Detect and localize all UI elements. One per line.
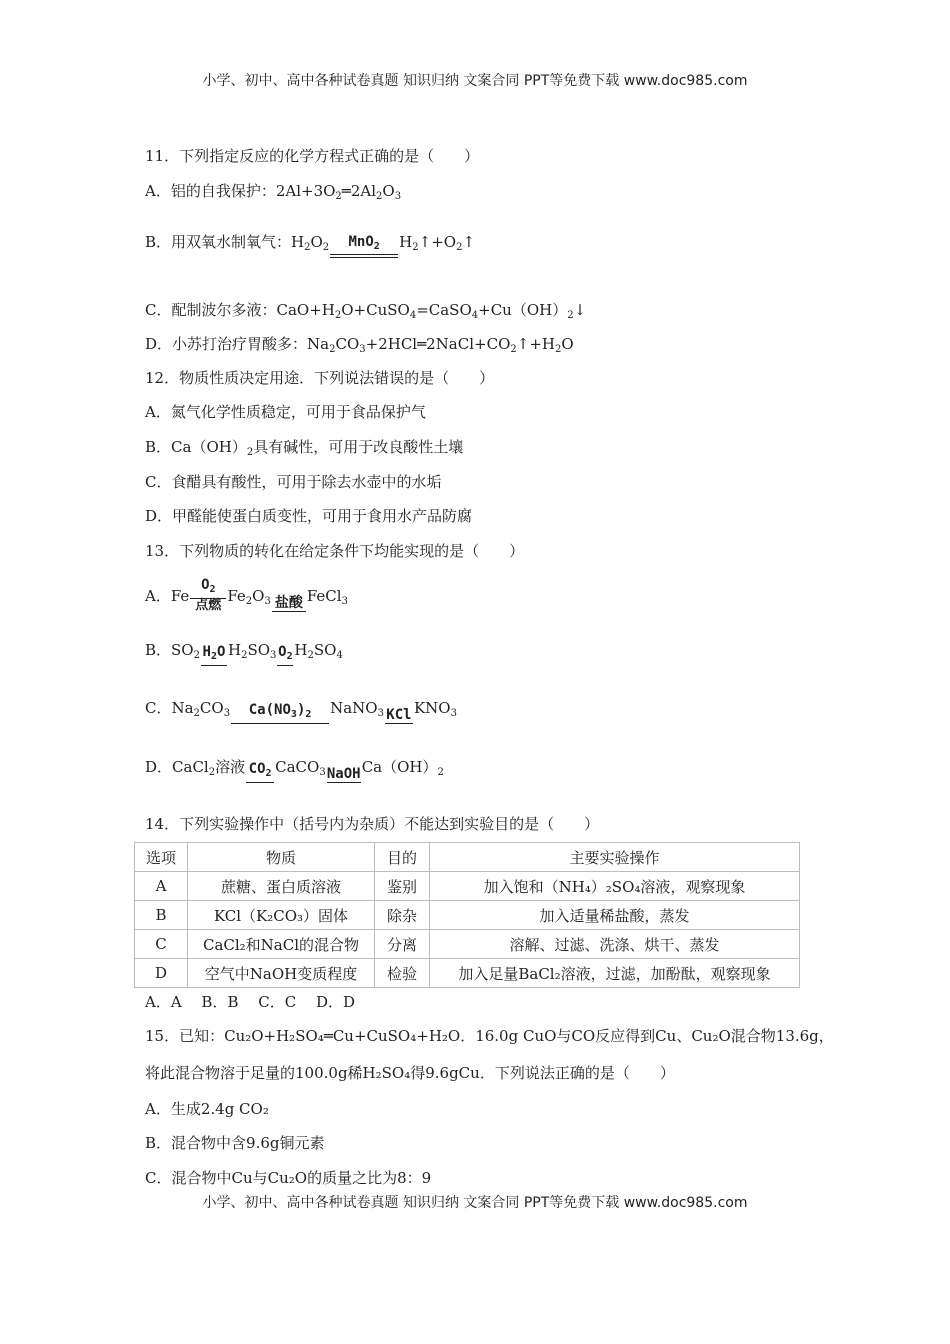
q13-option-a: A．Fe $O_2$ 点燃 $Fe_2O_3$ 盐酸 FeCl$_3$ (145, 577, 348, 613)
table-cell: A (135, 872, 188, 901)
table-cell: C (135, 930, 188, 959)
q11-stem: 11．下列指定反应的化学方程式正确的是（ ） (145, 147, 480, 165)
q13-option-d: D．CaCl$_2$溶液 $CO_2$ CaCO$_3$ NaOH $Ca(OH)_2$ (145, 758, 444, 782)
q12-option-d: D．甲醛能使蛋白质变性，可用于食用水产品防腐 (145, 507, 473, 525)
table-cell: 加入饱和（NH₄）₂SO₄溶液，观察现象 (430, 872, 800, 901)
page-header: 小学、初中、高中各种试卷真题 知识归纳 文案合同 PPT等免费下载 www.doc985.com (202, 73, 748, 89)
table-cell: CaCl₂和NaCl的混合物 (188, 930, 375, 959)
q11-option-a: A．铝的自我保护：$2Al+3O_2═2Al_2O_3$ (145, 182, 402, 202)
table-cell: D (135, 959, 188, 988)
q13-option-c: C．$Na_2CO_3$ $Ca(NO_3)_2$ NaNO$_3$ KCl $KNO_3$ (145, 699, 457, 723)
table-cell: 加入足量BaCl₂溶液，过滤，加酚酞，观察现象 (430, 959, 800, 988)
table-cell: 鉴别 (375, 872, 430, 901)
q13d-arrow1: $CO_2$ (246, 762, 274, 783)
table-header-row (135, 843, 800, 872)
q13c-arrow1: $Ca(NO_3)_2$ (231, 703, 329, 724)
q12-option-b: B．$Ca(OH)_2$具有碱性，可用于改良酸性土壤 (145, 438, 464, 458)
q11-option-c: C．配制波尔多液：$CaO+H_2O+CuSO_4=CaSO_4+Cu(OH)_2↓$ (145, 301, 587, 321)
q13-stem: 13．下列物质的转化在给定条件下均能实现的是（ ） (145, 542, 525, 560)
table-header: 选项 (135, 843, 188, 872)
q13a-arrow1: $O_2$ 点燃 (190, 578, 226, 612)
table-cell: KCl（K₂CO₃）固体 (188, 901, 375, 930)
table-cell: 除杂 (375, 901, 430, 930)
q13d-arrow2: NaOH (326, 766, 361, 782)
q15-stem-line2: 将此混合物溶于足量的100.0g稀H₂SO₄得9.6gCu．下列说法正确的是（ ） (145, 1064, 675, 1082)
q13b-arrow1: $H_2O$ (201, 645, 227, 666)
q14-table (134, 842, 800, 988)
table-cell: 分离 (375, 930, 430, 959)
q13a-arrow2: 盐酸 (272, 596, 306, 612)
table-row (135, 959, 800, 988)
table-header: 目的 (375, 843, 430, 872)
q14-stem: 14．下列实验操作中（括号内为杂质）不能达到实验目的是（ ） (145, 815, 600, 833)
q11-option-d: D．小苏打治疗胃酸多：$Na_2CO_3+2HCl═2NaCl+CO_2↑+H_2O$ (145, 335, 574, 355)
q13-option-b: B．$SO_2$ $H_2O$ $H_2SO_3$ $O_2$ $H_2SO_4$ (145, 640, 343, 666)
q12-stem: 12．物质性质决定用途．下列说法错误的是（ ） (145, 369, 495, 387)
q11-catalyst-arrow: MnO$_2$ (330, 235, 398, 258)
page-footer: 小学、初中、高中各种试卷真题 知识归纳 文案合同 PPT等免费下载 www.doc985.com (202, 1195, 748, 1211)
table-cell: B (135, 901, 188, 930)
table-row (135, 901, 800, 930)
q15-option-c: C．混合物中Cu与Cu₂O的质量之比为8：9 (145, 1169, 432, 1187)
table-row (135, 930, 800, 959)
table-cell: 空气中NaOH变质程度 (188, 959, 375, 988)
table-cell: 加入适量稀盐酸，蒸发 (430, 901, 800, 930)
table-header: 主要实验操作 (430, 843, 800, 872)
table-cell: 溶解、过滤、洗涤、烘干、蒸发 (430, 930, 800, 959)
q13b-arrow2: $O_2$ (277, 645, 293, 666)
q12-option-c: C．食醋具有酸性，可用于除去水壶中的水垢 (145, 473, 442, 491)
table-header: 物质 (188, 843, 375, 872)
q12-option-a: A．氮气化学性质稳定，可用于食品保护气 (145, 403, 426, 421)
table-cell: 检验 (375, 959, 430, 988)
q13c-arrow2: KCl (386, 707, 412, 723)
table-cell: 蔗糖、蛋白质溶液 (188, 872, 375, 901)
q15-option-a: A．生成2.4g CO₂ (145, 1100, 269, 1118)
q11-option-b: B．用双氧水制氧气：$H_2O_2$ MnO$_2$ $H_2↑+O_2↑$ (145, 232, 475, 258)
table-row (135, 872, 800, 901)
q15-stem-line1: 15．已知：Cu₂O+H₂SO₄═Cu+CuSO₄+H₂O．16.0g CuO与CO反应得到Cu、Cu₂O混合物13.6g， (145, 1027, 834, 1045)
q14-choices: A．A B．B C．C D．D (145, 993, 356, 1011)
q15-option-b: B．混合物中含9.6g铜元素 (145, 1134, 325, 1152)
